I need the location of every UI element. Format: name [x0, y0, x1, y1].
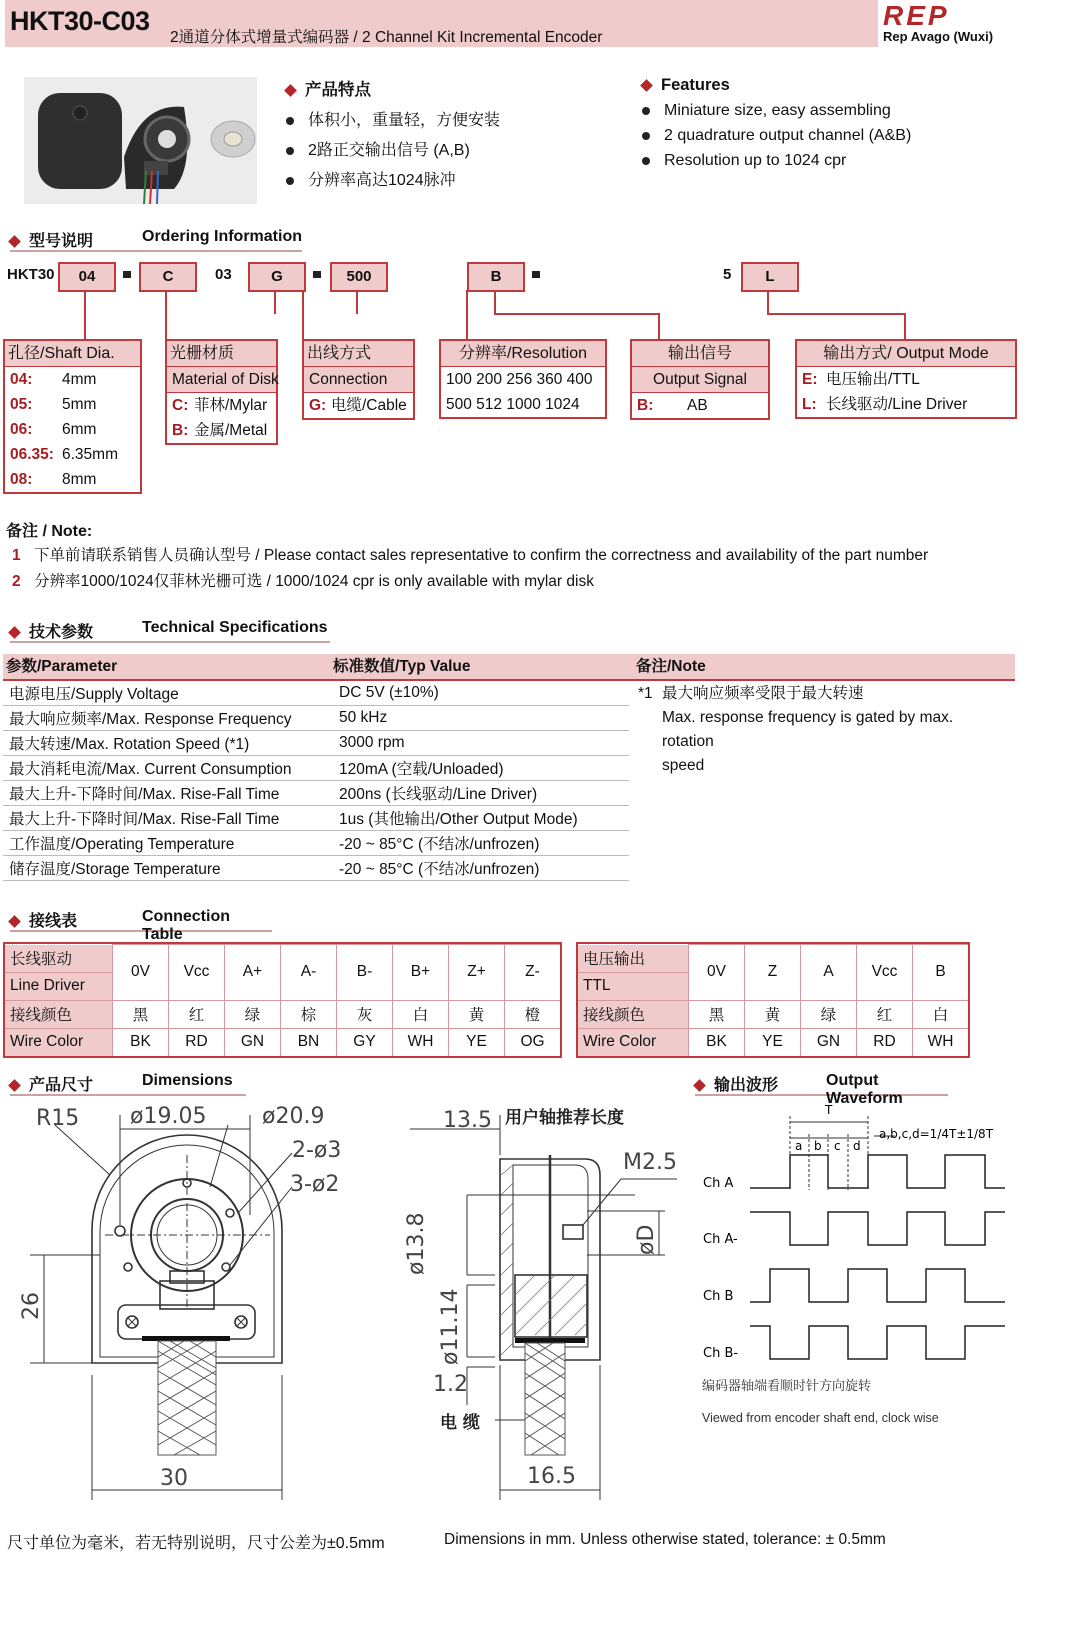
cable-label: 电 缆 [440, 1413, 480, 1433]
signal-subtitle: Output Signal [632, 367, 768, 393]
res-row: 100 200 256 360 400 [446, 371, 593, 388]
features-en-text: Miniature size, easy assembling [664, 102, 891, 119]
dim-d209: ø20.9 [262, 1104, 325, 1129]
phase-d: d [853, 1139, 861, 1153]
mode-title: 输出方式/ Output Mode [797, 341, 1015, 367]
code-fixed-5: 5 [723, 266, 732, 283]
features-cn-item [286, 107, 500, 130]
code-signal: B [467, 262, 525, 292]
code-resolution: 500 [330, 262, 388, 292]
dimensions-title-cn: 产品尺寸 [29, 1077, 94, 1094]
spec-note: *1 最大响应频率受限于最大转速 Max. response frequency is gated by max. rotation speed [638, 685, 954, 774]
features-en-text: Resolution up to 1024 cpr [664, 152, 847, 169]
diamond-icon [8, 915, 21, 928]
shaft-row: 06.35: 6.35mm [10, 446, 118, 463]
code-disk: C [139, 262, 197, 292]
signal-title: 输出信号 [632, 341, 768, 367]
diamond-icon [8, 626, 21, 639]
product-photo [24, 77, 257, 204]
shaft-row: 08: 8mm [10, 471, 97, 488]
spec-row: 最大上升-下降时间/Max. Rise-Fall Time 200ns (长线驱动/Line Driver) [3, 781, 629, 806]
spec-row: 储存温度/Storage Temperature -20 ~ 85°C (不结冰/unfrozen) [3, 856, 629, 881]
shaft-options [3, 339, 142, 494]
shaft-length-label: 用户轴推荐长度 [505, 1108, 624, 1128]
line-driver-table: 长线驱动 0V Vcc A+ A- B- B+ Z+ Z- Line Driver 接线颜色 黑 红 绿 棕 灰 白 黄 橙 Wire Color BK RD GN BN GY WH YE OG [3, 942, 562, 1058]
phase-b: b [814, 1139, 822, 1153]
connector-line [84, 313, 86, 341]
waveform-diagram [695, 1100, 1013, 1400]
disk-row: B: 金属/Metal [172, 422, 268, 439]
diamond-icon [693, 1079, 706, 1092]
dimensions-heading [10, 1072, 246, 1096]
shaft-row: 05: 5mm [10, 396, 97, 413]
dim-135: 13.5 [443, 1108, 492, 1133]
dim-30: 30 [160, 1466, 188, 1491]
code-dash [123, 271, 131, 278]
spec-row: 最大上升-下降时间/Max. Rise-Fall Time 1us (其他输出/Other Output Mode) [3, 806, 629, 831]
waveform-title-en: Output Waveform [826, 1072, 903, 1107]
specs-header-row: 参数/Parameter 标准数值/Typ Value 备注/Note [3, 654, 1015, 681]
note-item: 2 分辨率1000/1024仅菲林光栅可选 / 1000/1024 cpr is only available with mylar disk [12, 573, 594, 590]
conn-subtitle: Connection [304, 367, 413, 393]
logo-area [876, 0, 1017, 47]
features-cn [286, 76, 500, 190]
connector-line [494, 313, 660, 315]
connection-heading [10, 908, 272, 943]
connector-line [767, 290, 769, 314]
ch-b-neg-label: Ch B- [703, 1346, 739, 1361]
specs-title-cn: 技术参数 [29, 624, 94, 641]
features-cn-item [286, 137, 500, 160]
dim-3d2: 3-ø2 [290, 1172, 340, 1197]
ordering-title-en: Ordering Information [142, 228, 302, 245]
model-title: HKT30-C03 [10, 6, 150, 36]
mode-row: E: 电压输出/TTL [802, 371, 920, 388]
waveform-heading [695, 1072, 948, 1107]
features-en-item [642, 102, 911, 120]
dim-r15: R15 [36, 1106, 80, 1131]
signal-row: B: AB [637, 397, 708, 414]
phase-a: a [795, 1139, 803, 1153]
shaft-row: 04: 4mm [10, 371, 97, 388]
features-en [642, 76, 911, 170]
features-cn-text: 2路正交输出信号 (A,B) [308, 142, 470, 159]
note-item: 1 下单前请联系销售人员确认型号 / Please contact sales representative to confirm the correctness and availability of the part number [12, 547, 929, 564]
header-subtitle: 2通道分体式增量式编码器 / 2 Channel Kit Incremental Encoder [170, 29, 603, 46]
ordering-heading [10, 228, 302, 252]
res-title: 分辨率/Resolution [441, 341, 605, 367]
connector-line [494, 290, 496, 314]
waveform-caption-cn: 编码器轴端看顺时针方向旋转 [702, 1378, 872, 1393]
specs-title-en: Technical Specifications [142, 619, 328, 636]
ch-a-label: Ch A [703, 1176, 734, 1191]
disk-row: C: 菲林/Mylar [172, 397, 268, 414]
dim-m25: M2.5 [623, 1150, 677, 1175]
footer-cn: 尺寸单位为毫米，若无特别说明，尺寸公差为±0.5mm [7, 1535, 385, 1552]
output-mode-options [795, 339, 1017, 419]
order-prefix: HKT30 [7, 266, 55, 283]
ch-b-label: Ch B [703, 1289, 734, 1304]
shaft-title: 孔径/Shaft Dia. [5, 341, 140, 367]
bullet-icon [642, 157, 650, 165]
bullet-icon [642, 107, 650, 115]
disk-subtitle: Material of Disk [167, 367, 276, 393]
diamond-icon [8, 235, 21, 248]
ch-a-neg-label: Ch A- [703, 1232, 738, 1247]
connector-line [274, 290, 276, 314]
encoder-photo-illustration [24, 77, 257, 204]
features-en-item [642, 152, 911, 170]
dim-26: 26 [19, 1292, 44, 1320]
features-cn-title: 产品特点 [305, 81, 371, 99]
code-connection: G [248, 262, 306, 292]
bullet-icon [286, 177, 294, 185]
specs-heading [10, 619, 330, 643]
connector-line [904, 313, 906, 341]
disk-title: 光栅材质 [167, 341, 276, 367]
code-output-mode: L [741, 262, 799, 292]
dim-d1114: ø11.14 [438, 1288, 463, 1365]
bullet-icon [286, 117, 294, 125]
phase-c: c [834, 1139, 841, 1153]
connector-line [658, 313, 660, 341]
features-cn-item [286, 167, 500, 190]
code-shaft: 04 [58, 262, 116, 292]
res-row: 500 512 1000 1024 [446, 396, 580, 413]
features-en-item [642, 127, 911, 145]
conn-row: G: 电缆/Cable [309, 397, 407, 414]
bullet-icon [286, 147, 294, 155]
dim-2d3: 2-ø3 [292, 1138, 342, 1163]
shaft-row: 06: 6mm [10, 421, 97, 438]
ttl-table: 电压输出 0V Z A Vcc B TTL 接线颜色 黑 黄 绿 红 白 Wire Color BK YE GN RD WH [576, 942, 970, 1058]
connector-line [767, 313, 906, 315]
side-view-drawing [395, 1095, 695, 1500]
waveform-title-cn: 输出波形 [714, 1077, 779, 1094]
phase-note: a,b,c,d=1/4T±1/8T [879, 1127, 994, 1141]
dim-dd: øD [634, 1224, 659, 1255]
diamond-icon [640, 79, 653, 92]
waveform-caption-en: Viewed from encoder shaft end, clock wise [702, 1411, 939, 1425]
rep-logo: REP [883, 0, 950, 31]
specs-table [3, 681, 629, 881]
mode-row: L: 长线驱动/Line Driver [802, 396, 968, 413]
front-view-drawing [10, 1095, 370, 1500]
features-en-text: 2 quadrature output channel (A&B) [664, 127, 912, 144]
code-fixed: 03 [215, 266, 232, 283]
diamond-icon [284, 84, 297, 97]
conn-title: 出线方式 [304, 341, 413, 367]
ordering-title-cn: 型号说明 [29, 233, 94, 250]
features-cn-text: 体积小，重量轻，方便安装 [308, 112, 501, 129]
dim-12: 1.2 [433, 1372, 468, 1397]
note-title: 备注 / Note: [6, 523, 93, 540]
features-en-title: Features [661, 76, 730, 94]
connector-line [84, 290, 86, 314]
resolution-options [439, 339, 607, 419]
spec-row: 最大响应频率/Max. Response Frequency 50 kHz [3, 706, 629, 731]
connection-options [302, 339, 415, 420]
features-cn-text: 分辨率高达1024脉冲 [308, 172, 456, 189]
bullet-icon [642, 132, 650, 140]
footer-en: Dimensions in mm. Unless otherwise stated, tolerance: ± 0.5mm [444, 1531, 886, 1548]
dimensions-title-en: Dimensions [142, 1072, 233, 1089]
company-name: Rep Avago (Wuxi) [883, 29, 994, 44]
code-dash [532, 271, 540, 278]
connector-line [356, 290, 358, 314]
signal-options [630, 339, 770, 420]
dim-165: 16.5 [527, 1464, 576, 1489]
connector-line [165, 290, 167, 341]
spec-row: 最大转速/Max. Rotation Speed (*1) 3000 rpm [3, 731, 629, 756]
connector-line [466, 290, 468, 341]
disk-options [165, 339, 278, 445]
dim-d1905: ø19.05 [130, 1104, 207, 1129]
code-dash [313, 271, 321, 278]
spec-row: 工作温度/Operating Temperature -20 ~ 85°C (不结冰/unfrozen) [3, 831, 629, 856]
connector-line [302, 290, 304, 341]
period-label: T [825, 1103, 833, 1117]
spec-row: 电源电压/Supply Voltage DC 5V (±10%) [3, 681, 629, 706]
dim-d138: ø13.8 [404, 1212, 429, 1275]
spec-row: 最大消耗电流/Max. Current Consumption 120mA (空载/Unloaded) [3, 756, 629, 781]
connection-title-en: Connection Table [142, 908, 230, 943]
connection-title-cn: 接线表 [29, 913, 78, 930]
diamond-icon [8, 1079, 21, 1092]
